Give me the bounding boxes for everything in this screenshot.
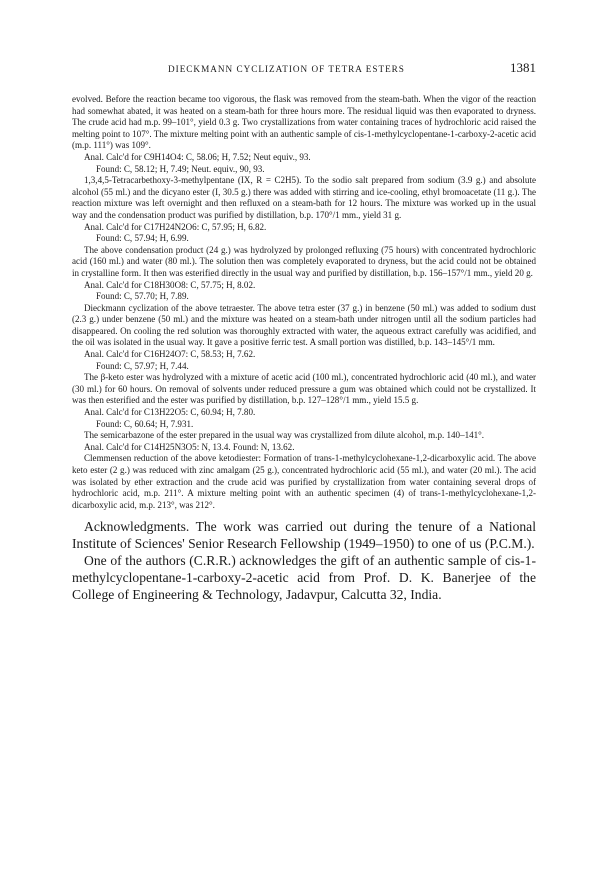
paragraph-15: Found: C, 60.64; H, 7.931.: [96, 418, 194, 429]
acknowledgments-paragraph: Acknowledgments. The work was carried out during the tenure of a National Institute of Sciences' Senior Research Fellowship (1949–1950) to one of us (P.C.M.).: [72, 519, 536, 552]
running-title: DIECKMANN CYCLIZATION OF TETRA ESTERS: [168, 64, 405, 74]
paragraph-1: evolved. Before the reaction became too vigorous, the flask was removed from the steam-bath. When the vigor of the reaction had somewhat abated, it was heated on a steam-bath for three hours more. The residual liquid was then evaporated to dryness. The crude acid had m.p. 99–101°, yield 0.3 g. Two crystallizations from water containing traces of hydrochloric acid raised the melting point to 107°. The mixture melting point with an authentic sample of cis-1-methylcyclopentane-1-carboxy-2-acetic acid (m.p. 111°) was 109°.: [72, 94, 536, 151]
paragraph-14: Anal. Calc'd for C13H22O5: C, 60.94; H, 7.80.: [84, 407, 256, 418]
paragraph-17: Anal. Calc'd for C14H25N3O5: N, 13.4. Found: N, 13.62.: [84, 441, 295, 452]
paragraph-7: The above condensation product (24 g.) was hydrolyzed by prolonged refluxing (75 hours) with concentrated hydrochloric acid (160 ml.) and water (80 ml.). The solution then was completely evaporated to dryness, but the acid could not be obtained in crystalline form. It then was esterified directly in the usual way and purified by distillation, b.p. 156–157°/1 mm., yield 20 g.: [72, 244, 536, 278]
paragraph-11: Anal. Calc'd for C16H24O7: C, 58.53; H, 7.62.: [84, 349, 256, 360]
paragraph-6: Found: C, 57.94; H, 6.99.: [96, 233, 189, 244]
page-number: 1381: [510, 60, 536, 75]
paragraph-3: Found: C, 58.12; H, 7.49; Neut. equiv., 90, 93.: [96, 163, 265, 174]
paragraph-16: The semicarbazone of the ester prepared in the usual way was crystallized from dilute alcohol, m.p. 140–141°.: [84, 430, 485, 441]
paragraph-18: Clemmensen reduction of the above ketodiester: Formation of trans-1-methylcyclohexane-1,2-dicarboxylic acid. The above keto ester (2 g.) was reduced with zinc amalgam (25 g.), concentrated hydrochloric acid (55 ml.), and water (20 ml.). The acid was isolated by ether extraction and the crude acid was purified by crystallization from water containing several drops of hydrochloric acid, m.p. 211°. A mixture melting point with an authentic specimen (4) of trans-1-methylcyclohexane-1,2-dicarboxylic acid, m.p. 213°, was 212°.: [72, 453, 536, 510]
paragraph-4: 1,3,4,5-Tetracarbethoxy-3-methylpentane (IX, R = C2H5). To the sodio salt prepared from sodium (3.9 g.) and absolute alcohol (55 ml.) and the dicyano ester (I, 30.5 g.) there was added with stirring and ice-cooling, ethyl bromoacetate (11 g.). The reaction mixture was left overnight and then refluxed on a steam-bath for 12 hours. The mixture was worked up in the usual way and the condensation product was purified by distillation, b.p. 170°/1 mm., yield 31 g.: [72, 175, 536, 220]
acknowledgments-paragraph-2: One of the authors (C.R.R.) acknowledges the gift of an authentic sample of cis-1-methylcyclopentane-1-carboxy-2-acetic acid from Prof. D. K. Banerjee of the College of Engineering & Technology, Jadavpur, Calcutta 32, India.: [72, 552, 536, 602]
paragraph-10: Dieckmann cyclization of the above tetraester. The above tetra ester (37 g.) in benzene (50 ml.) was added to sodium dust (2.3 g.) under benzene (50 ml.) and the mixture was heated on a steam-bath under nitrogen until all the sodium particles had disappeared. On cooling the red solution was thoroughly extracted with water, the aqueous extract carefully was acidified, and the oil was isolated in the usual way. It gave a positive ferric test. A small portion was distilled, b.p. 143–145°/1 mm.: [72, 302, 536, 348]
paragraph-5: Anal. Calc'd for C17H24N2O6: C, 57.95; H, 6.82.: [84, 221, 267, 232]
paragraph-9: Found: C, 57.70; H, 7.89.: [96, 291, 189, 302]
paragraph-13: The β-keto ester was hydrolyzed with a mixture of acetic acid (100 ml.), concentrated hydrochloric acid (40 ml.), and water (30 ml.) for 60 hours. On removal of solvents under reduced pressure a gum was obtained which could not be crystallized. It was then esterified and the ester was purified by distillation, b.p. 127–128°/1 mm., yield 15.5 g.: [72, 372, 536, 406]
article-body: [72, 94, 536, 603]
paragraph-8: Anal. Calc'd for C18H30O8: C, 57.75; H, 8.02.: [84, 279, 256, 290]
paragraph-12: Found: C, 57.97; H, 7.44.: [96, 360, 189, 371]
paragraph-2: Anal. Calc'd for C9H14O4: C, 58.06; H, 7.52; Neut equiv., 93.: [84, 151, 311, 162]
page-header: [72, 62, 536, 78]
